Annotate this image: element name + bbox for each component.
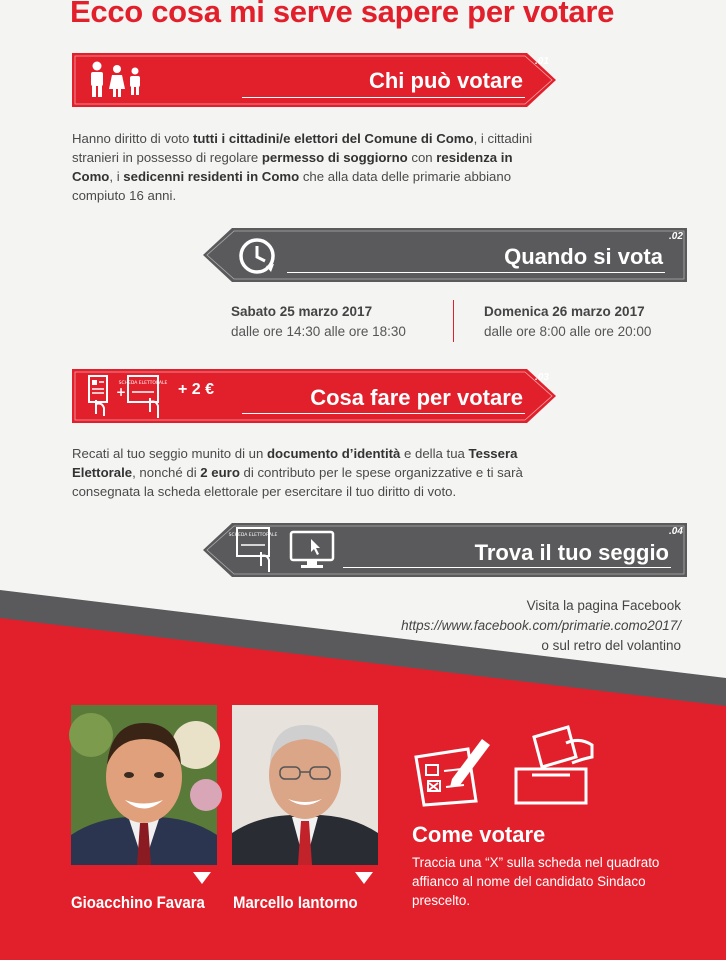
- electoral-card-icon: [118, 374, 170, 420]
- candidate-name: Marcello Iantorno: [233, 893, 358, 912]
- section-title: Quando si vota: [504, 244, 663, 269]
- portrait-illustration: [71, 705, 217, 865]
- computer-monitor-icon: [289, 530, 335, 570]
- date-sunday: Domenica 26 marzo 2017 dalle ore 8:00 alle ore 20:00: [484, 304, 652, 339]
- chi-puo-votare-text: Hanno diritto di voto tutti i cittadini/e elettori del Comune di Como, i cittadini stranieri in possesso di regolare permesso di soggiorno con residenza in Como, i sedicenni residenti in Como che alla data delle primarie abbiano compiuto 16 anni.: [72, 131, 533, 203]
- facebook-url[interactable]: https://www.facebook.com/primarie.como2017/: [401, 618, 681, 633]
- id-document-icon: [86, 374, 112, 418]
- scheda-label: SCHEDA ELETTORALE: [118, 381, 168, 386]
- section-banner-chi-puo-votare: [72, 53, 556, 107]
- clock-icon: [237, 236, 277, 276]
- title-underline: [343, 567, 671, 568]
- people-icon: [86, 61, 150, 99]
- section-title: Chi può votare: [368, 68, 523, 93]
- dates-divider: [453, 300, 454, 342]
- portrait-illustration: [232, 705, 378, 865]
- facebook-info: Visita la pagina Facebook https://www.facebook.com/primarie.como2017/ o sul retro del volantino: [401, 598, 681, 653]
- scheda-label: SCHEDA ELETTORALE: [228, 533, 278, 538]
- fee-label: + 2 €: [178, 381, 215, 398]
- ballot-card-icon: [228, 526, 279, 576]
- section-title: Trova il tuo seggio: [474, 540, 669, 565]
- section-banner-trova-il-tuo-seggio: [203, 523, 687, 577]
- title-underline: [242, 97, 525, 98]
- candidate-pointer: [193, 872, 211, 884]
- title-underline: [242, 413, 525, 414]
- date-saturday: Sabato 25 marzo 2017 dalle ore 14:30 alle ore 18:30: [231, 304, 406, 339]
- title-underline: [287, 272, 665, 273]
- ballot-box-icon: [512, 723, 598, 807]
- candidate-photo-iantorno: [232, 705, 378, 865]
- section-title: Cosa fare per votare: [310, 385, 523, 410]
- cosa-fare-text: Recati al tuo seggio munito di un documento d’identità e della tua Tessera Elettorale, nonché di 2 euro di contributo per le spese organizzative e ti sarà consegnata la scheda elettorale per esercitare il tuo diritto di voto.: [72, 446, 523, 499]
- section-number: .03: [535, 372, 549, 383]
- section-number: .02: [669, 231, 683, 242]
- page-title: Ecco cosa mi serve sapere per votare: [70, 0, 615, 29]
- section-banner-quando-si-vota: [203, 228, 687, 282]
- section-number: .04: [669, 526, 683, 537]
- section-number: .01: [535, 56, 549, 67]
- candidate-pointer: [355, 872, 373, 884]
- candidate-photo-favara: [71, 705, 217, 865]
- come-votare-text: Traccia una “X” sulla scheda nel quadrato affianco al nome del candidato Sindaco prescelto.: [412, 855, 660, 908]
- plus-sign: +: [116, 385, 127, 399]
- section-banner-cosa-fare-per-votare: [72, 369, 556, 423]
- ballot-with-pen-icon: [412, 735, 494, 807]
- come-votare-title: Come votare: [412, 822, 546, 847]
- candidate-name: Gioacchino Favara: [71, 893, 205, 912]
